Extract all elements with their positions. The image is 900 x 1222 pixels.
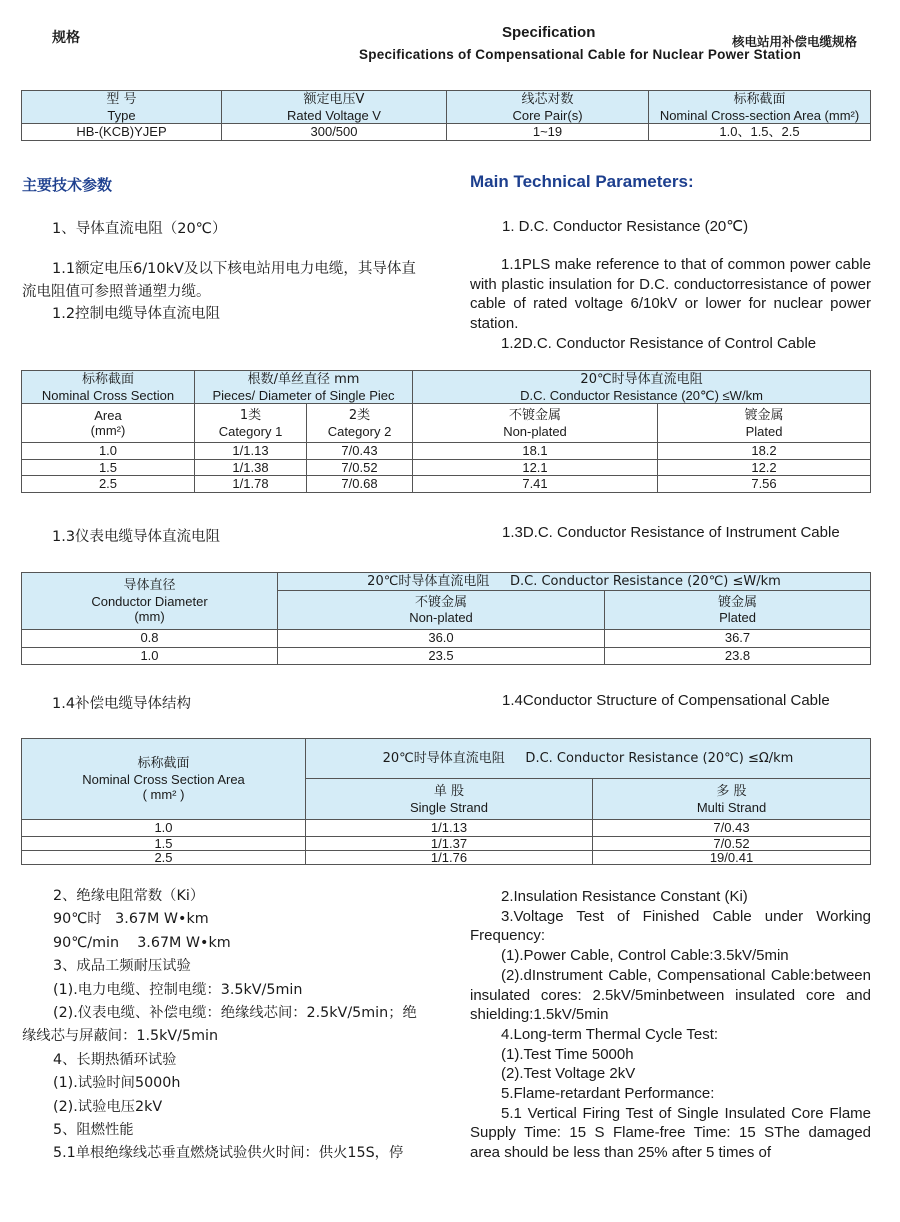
table-cell: 1.5 — [22, 836, 306, 850]
s14-en: 1.4Conductor Structure of Compensational Cable — [502, 692, 830, 709]
table-cell: 7/0.52 — [593, 836, 871, 850]
s13-en: 1.3D.C. Conductor Resistance of Instrument Cable — [502, 524, 840, 541]
control-subheader-cat2: 2类 Category 2 — [307, 404, 413, 443]
lower-cn-line: 缘线芯与屏蔽间：1.5kV/5min — [22, 1028, 219, 1045]
spec-header-type: 型 号 Type — [22, 91, 222, 124]
lower-en-line: (2).dInstrument Cable, Compensational Cable:between insulated cores: 2.5kV/5minbetween insulated core and shielding:1.5kV/5min — [470, 966, 871, 1024]
table-cell: 19/0.41 — [593, 850, 871, 864]
table-cell: 1.0 — [22, 647, 278, 664]
header-spec-label: Specification — [502, 24, 596, 41]
lower-en-line: (1).Power Cable, Control Cable:3.5kV/5min — [501, 947, 789, 965]
instrument-table — [21, 572, 871, 665]
control-table — [21, 370, 871, 493]
s1-en: 1. D.C. Conductor Resistance (20℃) — [502, 218, 749, 235]
table-cell: HB-(KCB)YJEP — [22, 124, 222, 141]
header-title-en: Specifications of Compensational Cable for Nuclear Power Station — [359, 47, 802, 62]
table-cell: 300/500 — [222, 124, 447, 141]
table-row — [22, 850, 871, 864]
lower-cn-line: 3、成品工频耐压试验 — [53, 958, 191, 975]
table-cell: 2.5 — [22, 850, 306, 864]
table-cell: 36.0 — [278, 629, 605, 647]
table-row — [22, 124, 871, 141]
s11-cn-b: 流电阻值可参照普通塑力缆。 — [22, 284, 211, 300]
lower-en-line: 5.1 Vertical Firing Test of Single Insulated Core Flame Supply Time: 15 S Flame-free Time: 15 SThe damaged area should be less than 25% after 5 times of — [470, 1104, 871, 1162]
instrument-subheader-nonplated: 不镀金属 Non-plated — [278, 590, 605, 629]
lower-cn-line: (1).电力电缆、控制电缆：3.5kV/5min — [53, 981, 303, 998]
table-row — [22, 476, 871, 493]
table-cell: 0.8 — [22, 629, 278, 647]
comp-header-area: 标称截面 Nominal Cross Section Area ( mm² ) — [22, 739, 306, 820]
lower-cn-block — [22, 885, 424, 1166]
table-cell: 1.0 — [22, 820, 306, 837]
control-header-area: 标称截面 Nominal Cross Section — [22, 371, 195, 404]
lower-cn-line: 90℃时 3.67M W•km — [53, 911, 209, 928]
lower-cn-line: (1).试验时间5000h — [53, 1075, 181, 1092]
lower-en-line: 4.Long-term Thermal Cycle Test: — [501, 1025, 719, 1043]
instrument-header-resistance: 20℃时导体直流电阻 D.C. Conductor Resistance (20℃) ≤W/km — [278, 573, 871, 591]
comp-subheader-single: 单 股 Single Strand — [306, 779, 593, 820]
lower-en-line: (2).Test Voltage 2kV — [501, 1065, 636, 1083]
control-header-resistance: 20℃时导体直流电阻 D.C. Conductor Resistance (20℃) ≤W/km — [413, 371, 871, 404]
s1-cn: 1、导体直流电阻（20℃） — [52, 221, 227, 237]
spec-header-core-pairs: 线芯对数 Core Pair(s) — [447, 91, 649, 124]
table-row — [22, 459, 871, 476]
table-cell: 1/1.76 — [306, 850, 593, 864]
table-cell: 7/0.43 — [307, 443, 413, 460]
table-row — [22, 820, 871, 837]
table-cell: 7/0.43 — [593, 820, 871, 837]
table-cell: 1/1.13 — [195, 443, 307, 460]
s13-cn: 1.3仪表电缆导体直流电阻 — [52, 529, 221, 545]
table-cell: 18.1 — [413, 443, 658, 460]
table-cell: 1/1.13 — [306, 820, 593, 837]
s12-en: 1.2D.C. Conductor Resistance of Control Cable — [501, 334, 817, 352]
lower-cn-line: 2、绝缘电阻常数（Ki） — [53, 888, 205, 904]
lower-cn-line: 4、长期热循环试验 — [53, 1051, 177, 1068]
table-cell: 1/1.37 — [306, 836, 593, 850]
spec-table — [21, 90, 871, 141]
comp-table — [21, 738, 871, 865]
table-cell: 7/0.68 — [307, 476, 413, 493]
table-cell: 1.0、1.5、2.5 — [649, 124, 871, 141]
control-subheader-area: Area (mm²) — [22, 404, 195, 443]
table-cell: 7.56 — [658, 476, 871, 493]
section-title-cn: 主要技术参数 — [22, 176, 113, 194]
table-row — [22, 629, 871, 647]
control-header-pieces: 根数/单丝直径 mm Pieces/ Diameter of Single Piec — [195, 371, 413, 404]
lower-en-line: 3.Voltage Test of Finished Cable under Working Frequency: — [470, 907, 871, 945]
s12-cn: 1.2控制电缆导体直流电阻 — [52, 306, 221, 322]
spec-header-voltage: 额定电压V Rated Voltage V — [222, 91, 447, 124]
lower-cn-line: 90℃/min 3.67M W•km — [53, 934, 231, 951]
table-cell: 1.0 — [22, 443, 195, 460]
s11-cn-a: 1.1额定电压6/10kV及以下核电站用电力电缆，其导体直 — [52, 261, 416, 277]
table-cell: 1~19 — [447, 124, 649, 141]
table-cell: 7/0.52 — [307, 459, 413, 476]
lower-en-line: (1).Test Time 5000h — [501, 1045, 634, 1063]
s14-cn: 1.4补偿电缆导体结构 — [52, 696, 192, 712]
lower-cn-line: (2).试验电压2kV — [53, 1098, 163, 1115]
control-subheader-cat1: 1类 Category 1 — [195, 404, 307, 443]
table-cell: 12.1 — [413, 459, 658, 476]
lower-cn-line: (2).仪表电缆、补偿电缆：绝缘线芯间：2.5kV/5min；绝 — [53, 1005, 417, 1022]
table-cell: 23.5 — [278, 647, 605, 664]
lower-en-line: 5.Flame-retardant Performance: — [501, 1085, 715, 1103]
comp-header-resistance: 20℃时导体直流电阻 D.C. Conductor Resistance (20℃) ≤Ω/km — [306, 739, 871, 779]
table-cell: 23.8 — [605, 647, 871, 664]
spec-header-area: 标称截面 Nominal Cross-section Area (mm²) — [649, 91, 871, 124]
lower-en-line: 2.Insulation Resistance Constant (Ki) — [501, 888, 748, 905]
table-cell: 18.2 — [658, 443, 871, 460]
instrument-header-diameter: 导体直径 Conductor Diameter (mm) — [22, 573, 278, 630]
table-cell: 1.5 — [22, 459, 195, 476]
header-title-cn: 核电站用补偿电缆规格 — [732, 34, 858, 49]
table-cell: 36.7 — [605, 629, 871, 647]
control-subheader-plated: 镀金属 Plated — [658, 404, 871, 443]
table-row — [22, 836, 871, 850]
table-cell: 7.41 — [413, 476, 658, 493]
comp-subheader-multi: 多 股 Multi Strand — [593, 779, 871, 820]
header-left-label: 规格 — [52, 30, 80, 46]
lower-en-block — [470, 887, 871, 1163]
s11-en: 1.1PLS make reference to that of common power cable with plastic insulation for D.C. conductorresistance of power cable of rated voltage 6/10kV or lower for nuclear power station. — [470, 256, 871, 333]
table-row — [22, 647, 871, 664]
s11-en-paragraph — [470, 255, 871, 354]
table-cell: 1/1.38 — [195, 459, 307, 476]
table-cell: 1/1.78 — [195, 476, 307, 493]
table-cell: 2.5 — [22, 476, 195, 493]
lower-cn-line: 5、阻燃性能 — [53, 1122, 134, 1139]
table-row — [22, 443, 871, 460]
instrument-subheader-plated: 镀金属 Plated — [605, 590, 871, 629]
table-cell: 12.2 — [658, 459, 871, 476]
section-title-en: Main Technical Parameters: — [470, 172, 694, 191]
lower-cn-line: 5.1单根绝缘线芯垂直燃烧试验供火时间：供火15S，停 — [53, 1145, 404, 1162]
control-subheader-nonplated: 不镀金属 Non-plated — [413, 404, 658, 443]
